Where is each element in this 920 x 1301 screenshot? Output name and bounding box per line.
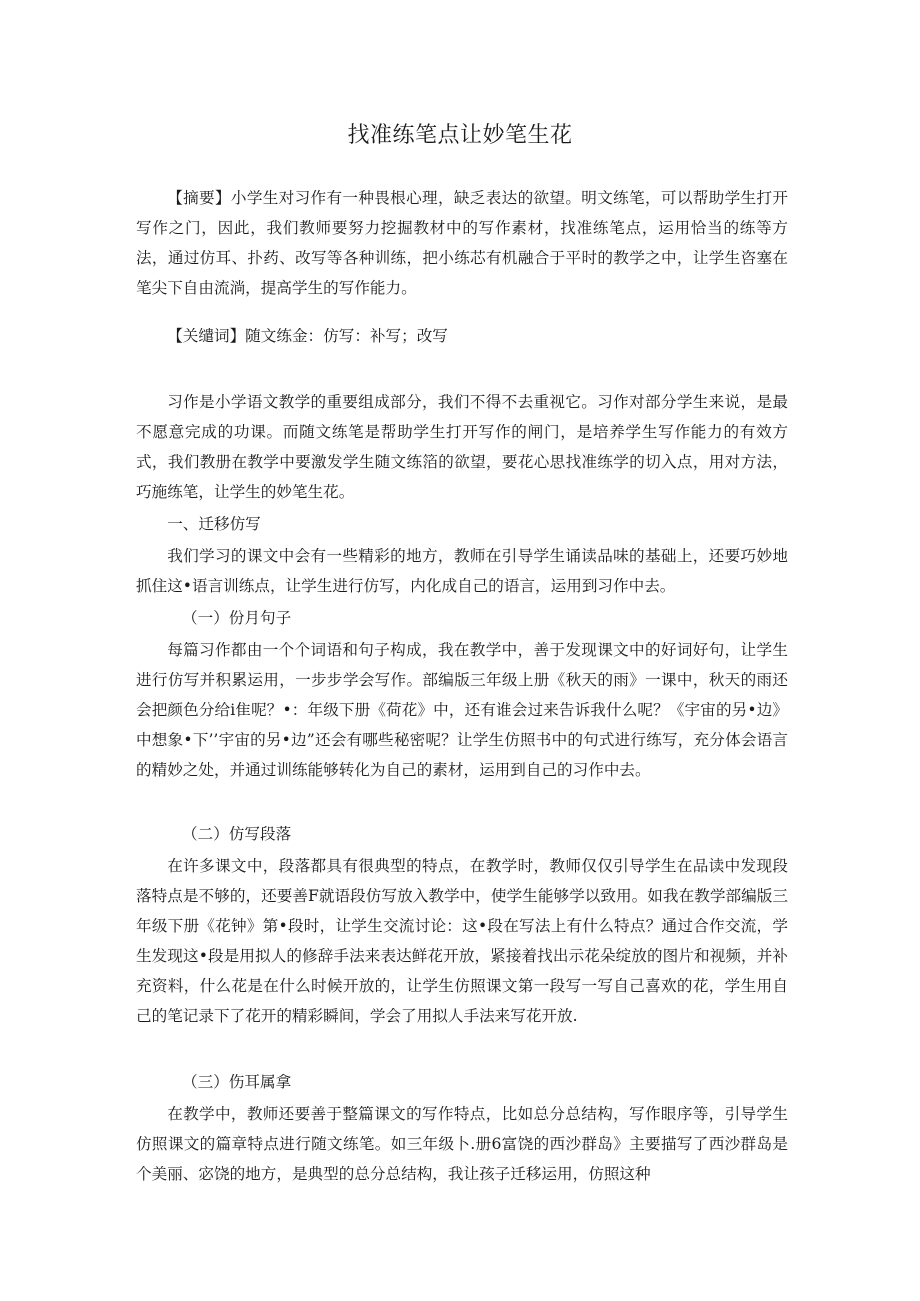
keywords-label: 【关缱词】	[167, 327, 246, 345]
subsection-1-paragraph: 每篇习作都由一个个词语和句子构成，我在教学中，善于发现课文中的好词好句，让学生进行仿写并积累运用，一步步学会写作。部编版三年级上册《秋天的雨》一课中，秋天的雨还会把颜色分给i隹呢？•：年级下册《荷花》中，还有谁会过来告诉我什么呢？《宇宙的另•边》中想象•下’’宇宙的另•边”还会有哪些秘密呢？让学生仿照书中的句式进行练写，充分体会语言的精妙之处，并通过训练能够转化为自己的素材，运用到自己的习作中去。	[136, 641, 788, 779]
abstract-text: 小学生对习作有一种畏根心理，缺乏表达的欲望。明文练笔，可以帮助学生打开写作之门，因此，我们教师要努力挖掘教材中的写作素材，找准练笔点，运用恰当的练等方法，通过仿耳、扑药、改写等各种训练，把小练芯有机融合于平时的教学之中，让学生咨塞在笔尖下自由流淌，提高学生的写作能力。	[136, 189, 788, 297]
abstract-paragraph	[136, 183, 788, 303]
subsection-heading-3: （三）伤耳属拿	[182, 1073, 292, 1091]
keywords-text: 随文练金：仿写：补写；改写	[245, 327, 448, 345]
subsection-heading-2: （二）仿写段落	[182, 825, 292, 843]
document-title: 找准练笔点让妙笔生花	[347, 123, 573, 148]
section-heading-1: 一、迁移仿写	[167, 515, 261, 533]
subsection-3-paragraph: 在教学中，教师还要善于整篇课文的写作特点，比如总分总结构，写作眼序等，引导学生仿照课文的篇章特点进行随文练笔。如三年级卜.册6富饶的西沙群岛》主要描写了西沙群岛是个美丽、宓饶的地方，是典型的总分总结构，我让孩子迁移运用，仿照这种	[136, 1105, 788, 1183]
subsection-heading-1: （一）份月句子	[182, 609, 292, 627]
subsection-2-paragraph: 在许多课文中，段落都具有很典型的特点，在教学时，教师仅仅引导学生在品读中发现段落特点是不够的，还要善F就语段仿写放入教学中，使学生能够学以致用。如我在教学部编版三年级下册《花钟》第•段时，让学生交流讨论：这•段在写法上有什么特点？通过合作交流，学生发现这•段是用拟人的修辞手法来表达鲜花开放，紧接着找出示花朵绽放的图片和视频，并补充资料，什么花是在什么时候开放的，让学生仿照课文第一段写一写自己喜欢的花，学生用自己的笔记录下了花开的精彩瞬间，学会了用拟人手法来写花开放.	[136, 857, 788, 1025]
section-1-paragraph: 我们学习的课文中会有一些精彩的地方，教师在引导学生诵读品味的基础上，还要巧妙地抓住这•语言训练点，让学生进行仿写，内化成自己的语言，运用到习作中去。	[136, 547, 788, 595]
abstract-label: 【摘要】	[167, 189, 231, 207]
keywords-paragraph	[136, 321, 788, 351]
intro-paragraph: 习作是小学语文教学的重要组成部分，我们不得不去重视它。习作对部分学生来说，是最不愿意完成的功课。而随文练笔是帮助学生打开写作的闸门，是培养学生写作能力的有效方式，我们教册在教学中要激发学生随文练箔的欲望，要花心思找准练学的切入点，用对方法，巧施练笔，让学生的妙笔生花。	[136, 393, 788, 501]
